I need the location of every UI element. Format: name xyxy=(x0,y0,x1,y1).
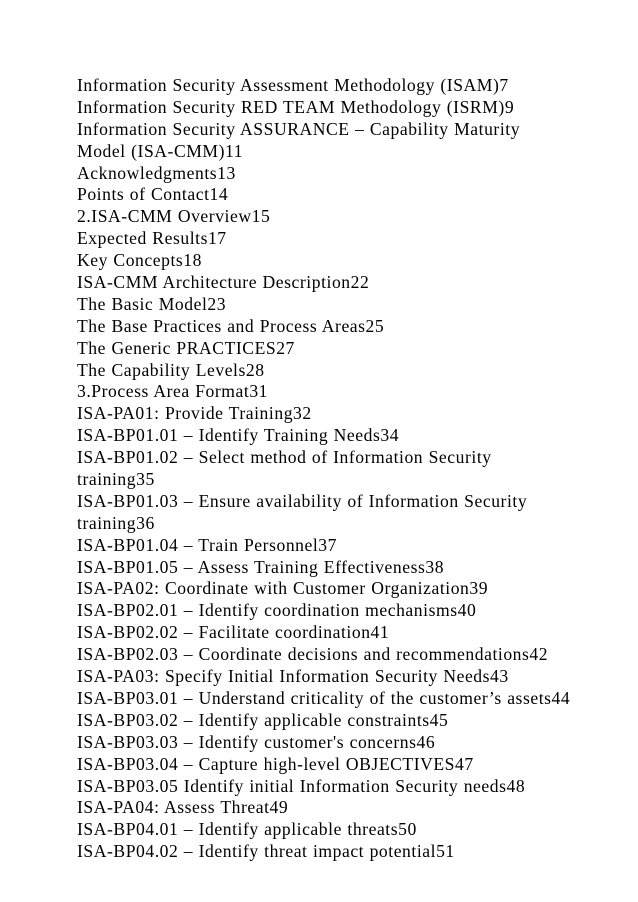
toc-line: ISA-PA03: Specify Initial Information Security Needs43 xyxy=(77,666,509,687)
toc-line: ISA-BP03.04 – Capture high-level OBJECTIVES47 xyxy=(77,753,474,774)
toc-line: ISA-PA04: Assess Threat49 xyxy=(77,797,289,818)
toc-line: ISA-BP03.03 – Identify customer's concerns46 xyxy=(77,731,436,752)
toc-line: Expected Results17 xyxy=(77,228,227,249)
toc-line: 2.ISA-CMM Overview15 xyxy=(77,206,271,227)
table-of-contents xyxy=(77,75,617,863)
toc-line: ISA-BP01.02 – Select method of Information Security xyxy=(77,447,492,468)
toc-line: ISA-BP01.03 – Ensure availability of Information Security xyxy=(77,490,528,511)
toc-line: ISA-BP01.01 – Identify Training Needs34 xyxy=(77,425,400,446)
toc-line: Information Security ASSURANCE – Capability Maturity xyxy=(77,118,521,139)
toc-line: ISA-BP01.05 – Assess Training Effectiveness38 xyxy=(77,556,445,577)
toc-line: training35 xyxy=(77,469,155,490)
toc-line: ISA-PA01: Provide Training32 xyxy=(77,403,312,424)
toc-line: The Basic Model23 xyxy=(77,293,227,314)
toc-line: Acknowledgments13 xyxy=(77,162,236,183)
toc-line: 3.Process Area Format31 xyxy=(77,381,269,402)
toc-line: ISA-CMM Architecture Description22 xyxy=(77,272,370,293)
toc-line: ISA-BP03.05 Identify initial Information Security needs48 xyxy=(77,775,526,796)
toc-line: ISA-BP04.01 – Identify applicable threats50 xyxy=(77,819,417,840)
toc-line: The Base Practices and Process Areas25 xyxy=(77,315,385,336)
toc-line: ISA-PA02: Coordinate with Customer Organization39 xyxy=(77,578,489,599)
toc-line: ISA-BP02.02 – Facilitate coordination41 xyxy=(77,622,390,643)
toc-line: ISA-BP03.01 – Understand criticality of the customer’s assets44 xyxy=(77,687,571,708)
toc-line: ISA-BP04.02 – Identify threat impact potential51 xyxy=(77,841,455,862)
toc-line: ISA-BP03.02 – Identify applicable constraints45 xyxy=(77,709,449,730)
toc-line: training36 xyxy=(77,512,155,533)
toc-line: Key Concepts18 xyxy=(77,250,202,271)
toc-line: Points of Contact14 xyxy=(77,184,229,205)
toc-line: The Generic PRACTICES27 xyxy=(77,337,295,358)
toc-line: The Capability Levels28 xyxy=(77,359,265,380)
toc-line: ISA-BP01.04 – Train Personnel37 xyxy=(77,534,337,555)
toc-line: ISA-BP02.03 – Coordinate decisions and recommendations42 xyxy=(77,644,549,665)
toc-line: Information Security Assessment Methodology (ISAM)7 xyxy=(77,75,509,95)
toc-line: Information Security RED TEAM Methodology (ISRM)9 xyxy=(77,96,515,117)
toc-line: Model (ISA-CMM)11 xyxy=(77,140,244,161)
toc-line: ISA-BP02.01 – Identify coordination mechanisms40 xyxy=(77,600,477,621)
